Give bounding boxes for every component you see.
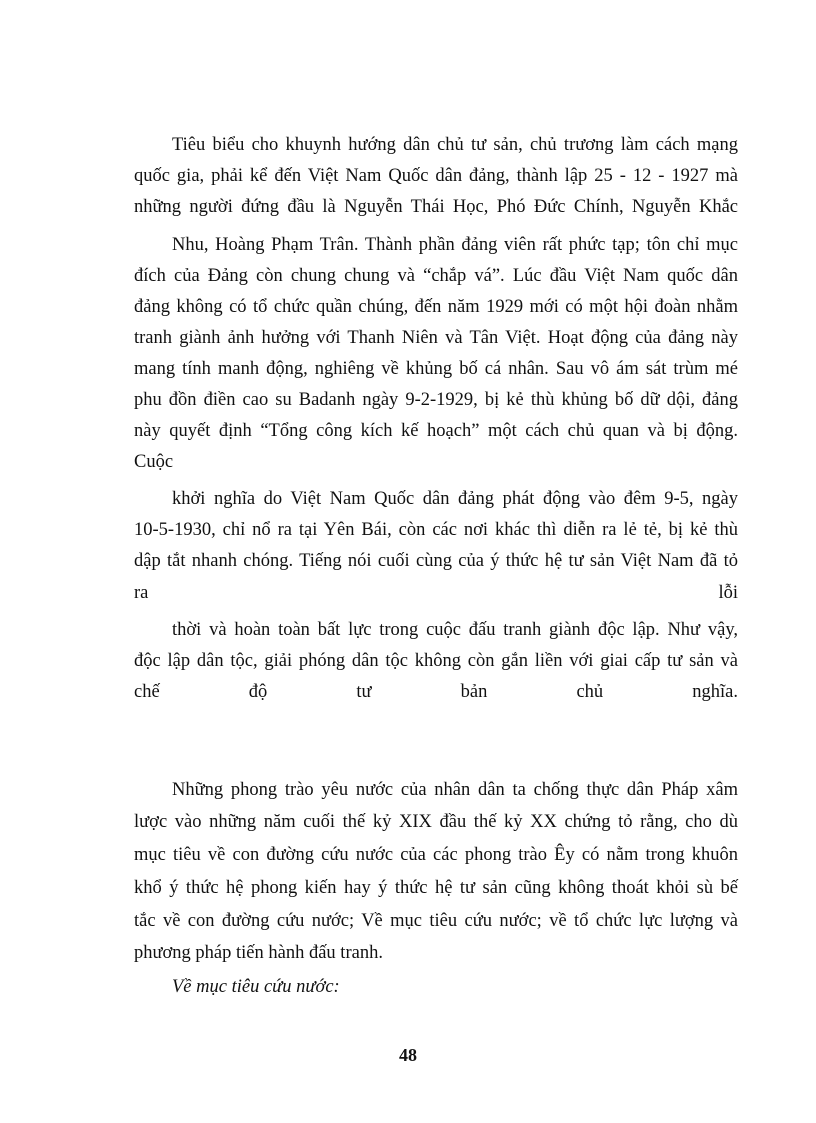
text-line: phương pháp tiến hành đấu tranh. xyxy=(134,943,383,963)
text-line: những người đứng đầu là Nguyễn Thái Học, Phó Đức Chính, Nguyễn Khắc xyxy=(134,197,738,217)
text-line: Những phong trào yêu nước của nhân dân ta chống thực dân Pháp xâm xyxy=(172,780,738,800)
text-line: này quyết định “Tổng công kích kế hoạch” một cách chủ quan và bị động. xyxy=(134,421,738,441)
text-line: ra xyxy=(134,583,149,603)
text-line: tranh giành ảnh hưởng với Thanh Niên và Tân Việt. Hoạt động của đảng này xyxy=(134,328,738,348)
text-line: 10-5-1930, chỉ nổ ra tại Yên Bái, còn các nơi khác thì diễn ra lẻ tẻ, bị kẻ thù xyxy=(134,520,738,540)
text-line: đích của Đảng còn chung chung và “chắp vá”. Lúc đầu Việt Nam quốc dân xyxy=(134,266,738,286)
page-number: 48 xyxy=(399,1045,417,1065)
text-line: tắc về con đường cứu nước; Về mục tiêu cứu nước; về tổ chức lực lượng và xyxy=(134,911,738,931)
subheading: Về mục tiêu cứu nước: xyxy=(172,977,340,997)
text-line: Tiêu biểu cho khuynh hướng dân chủ tư sản, chủ trương làm cách mạng xyxy=(172,135,738,155)
text-line: Cuộc xyxy=(134,452,174,472)
text-line: Nhu, Hoàng Phạm Trân. Thành phần đảng viên rất phức tạp; tôn chỉ mục xyxy=(172,235,738,255)
text-line: dập tắt nhanh chóng. Tiếng nói cuối cùng của ý thức hệ tư sản Việt Nam đã tỏ xyxy=(134,551,738,571)
text-line: chế độ tư bản chủ nghĩa. xyxy=(134,682,738,702)
text-line: phu đồn điền cao su Badanh ngày 9-2-1929, bị kẻ thù khủng bố dữ dội, đảng xyxy=(134,390,738,410)
text-line: quốc gia, phải kể đến Việt Nam Quốc dân đảng, thành lập 25 - 12 - 1927 mà xyxy=(134,166,738,186)
text-line: độc lập dân tộc, giải phóng dân tộc không còn gắn liền với giai cấp tư sản và xyxy=(134,651,738,671)
text-line: đảng không có tổ chức quần chúng, đến năm 1929 mới có một hội đoàn nhằm xyxy=(134,297,738,317)
text-line: mục tiêu về con đường cứu nước của các phong trào Êy có nằm trong khuôn xyxy=(134,845,738,865)
text-line: khởi nghĩa do Việt Nam Quốc dân đảng phát động vào đêm 9-5, ngày xyxy=(172,489,738,509)
text-line: lỗi xyxy=(718,583,738,603)
text-line: lược vào những năm cuối thế kỷ XIX đầu thế kỷ XX chứng tỏ rằng, cho dù xyxy=(134,812,738,832)
text-line: mang tính manh động, nghiêng về khủng bố cá nhân. Sau vô ám sát trùm mé xyxy=(134,359,738,379)
text-line: thời và hoàn toàn bất lực trong cuộc đấu tranh giành độc lập. Như vậy, xyxy=(172,620,738,640)
text-line: khổ ý thức hệ phong kiến hay ý thức hệ tư sản cũng không thoát khỏi sù bế xyxy=(134,878,738,898)
